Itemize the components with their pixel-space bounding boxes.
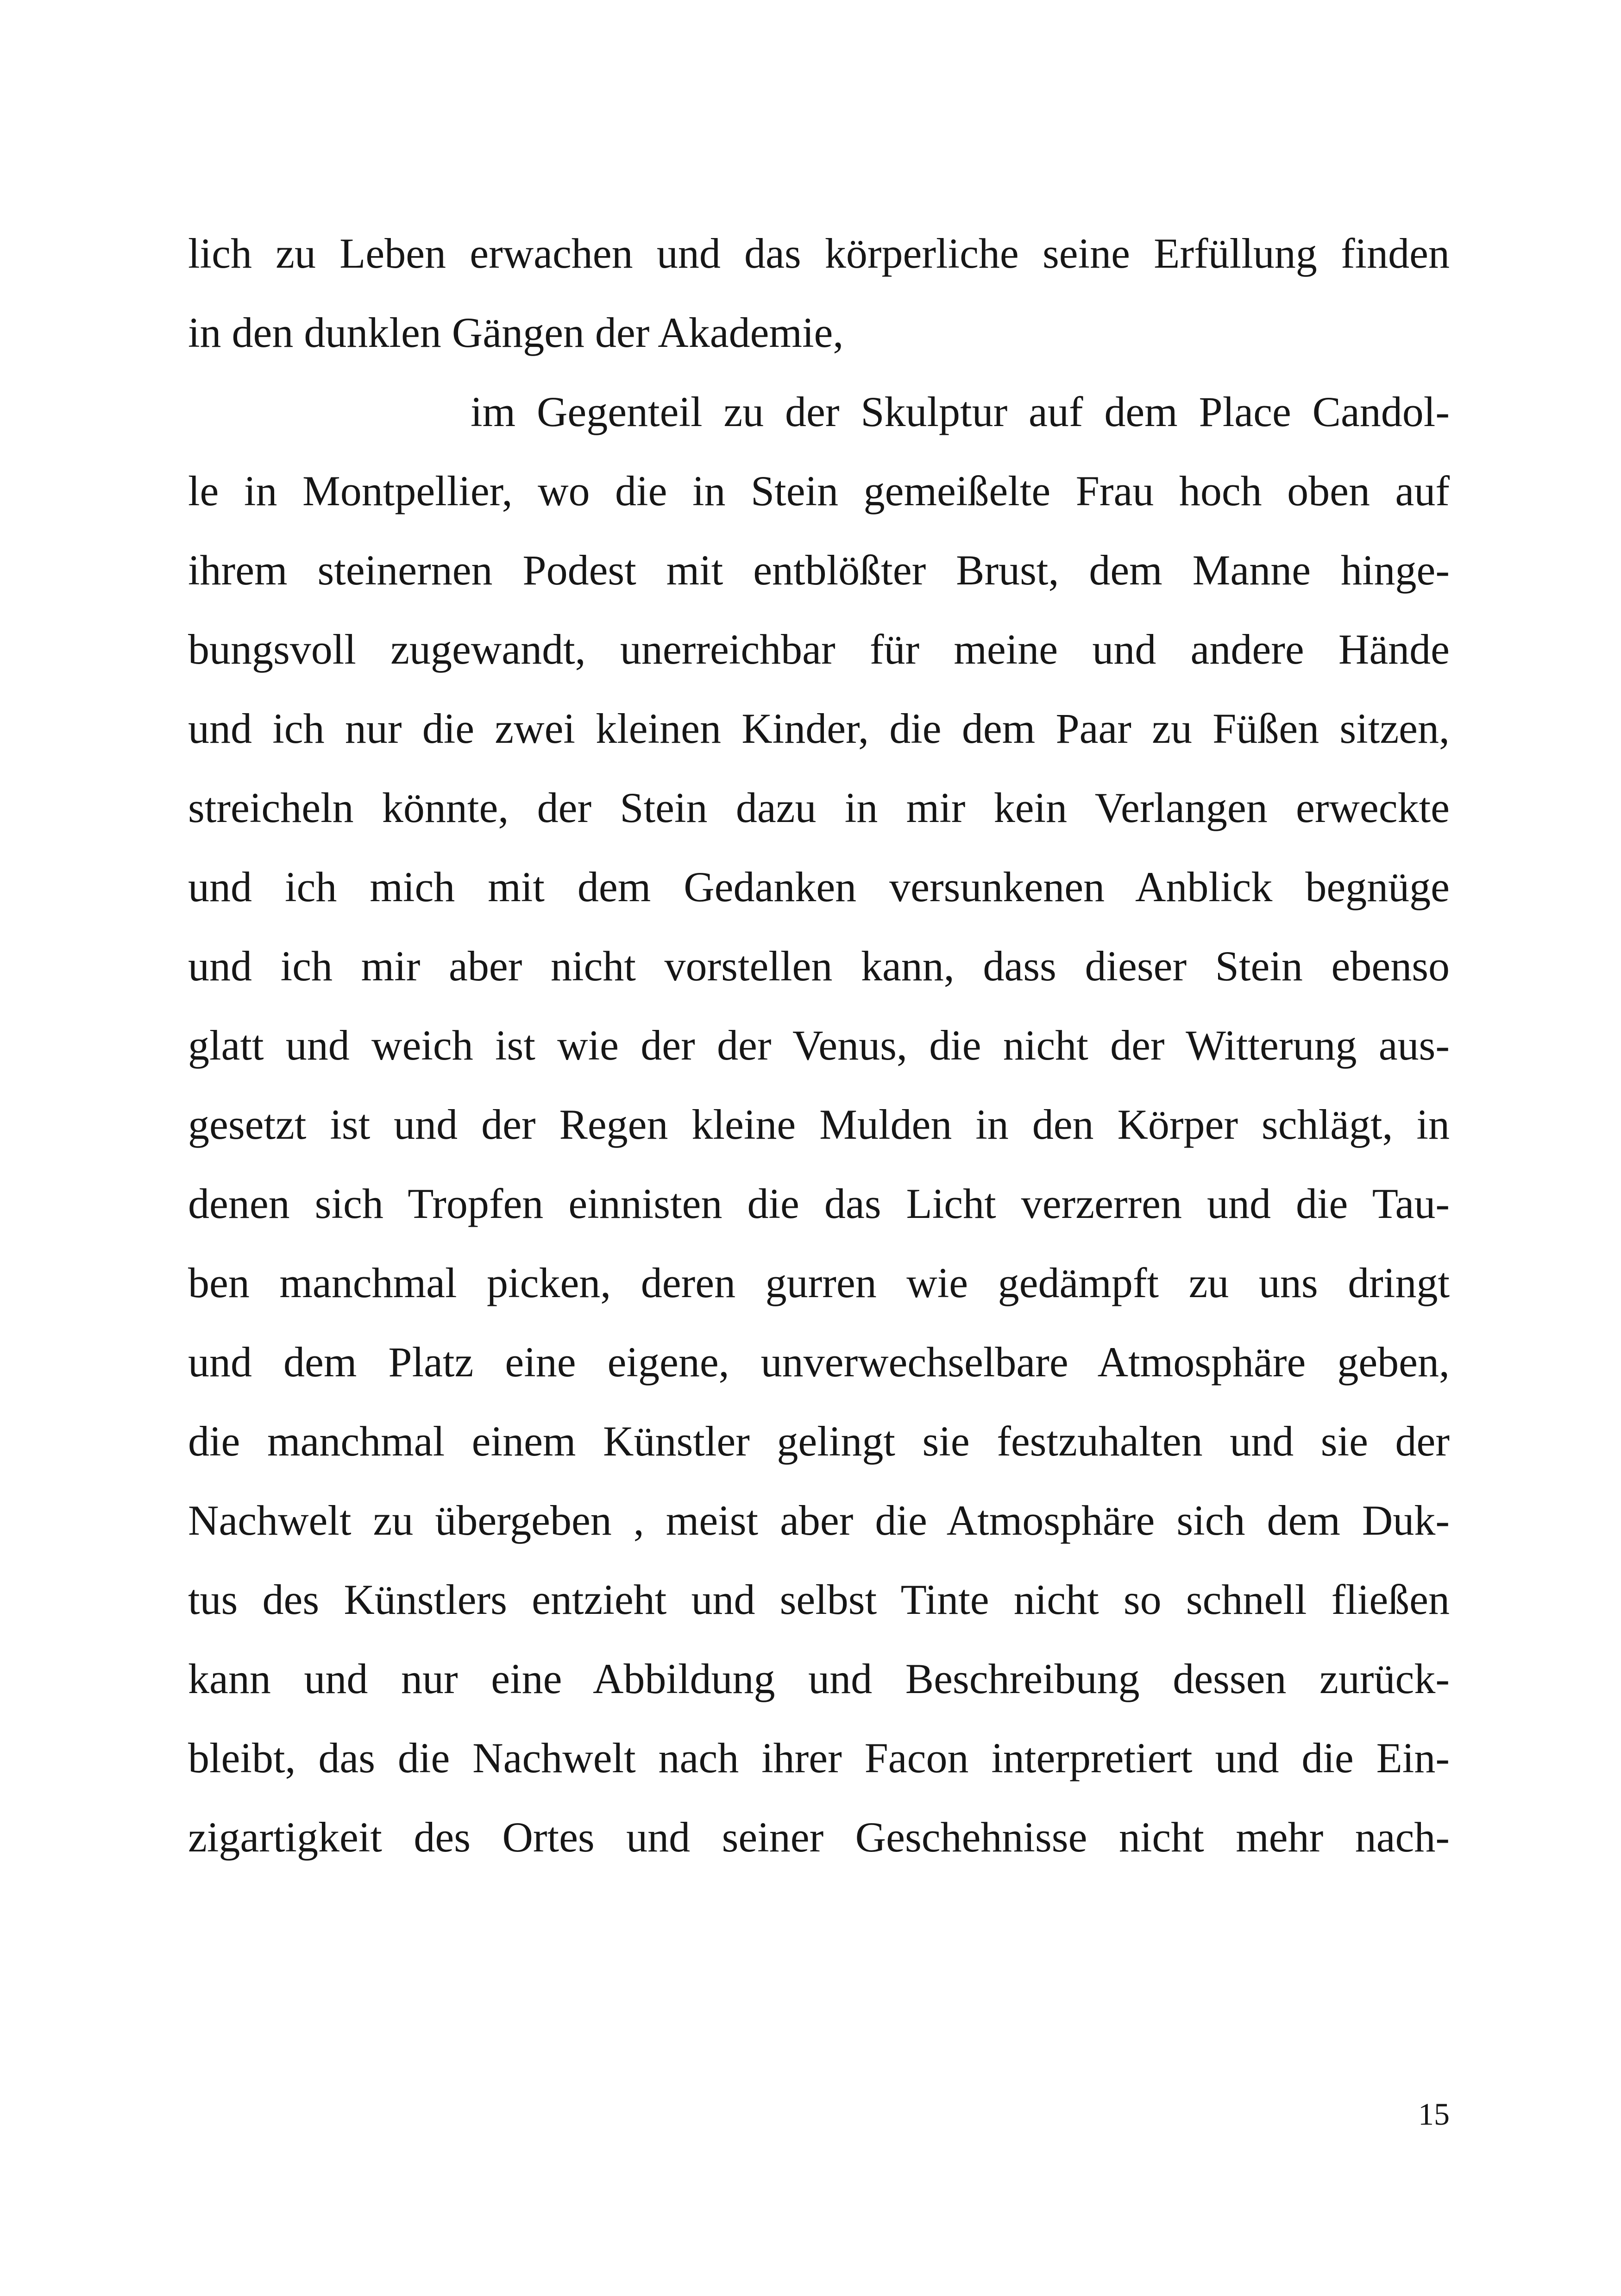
text-line: bleibt, das die Nachwelt nach ihrer Facon interpretiert und die Ein- <box>188 1734 1450 1782</box>
text-line: tus des Künstlers entzieht und selbst Tinte nicht so schnell fließen <box>188 1576 1450 1623</box>
text-line: und dem Platz eine eigene, unverwechselbare Atmosphäre geben, <box>188 1338 1450 1386</box>
text-line: und ich mir aber nicht vorstellen kann, dass dieser Stein ebenso <box>188 942 1450 990</box>
text-line: gesetzt ist und der Regen kleine Mulden in den Körper schlägt, in <box>188 1101 1450 1148</box>
text-line: denen sich Tropfen einnisten die das Licht verzerren und die Tau- <box>188 1180 1450 1227</box>
text-line: kann und nur eine Abbildung und Beschreibung dessen zurück- <box>188 1655 1450 1702</box>
text-line: in den dunklen Gängen der Akademie, <box>188 309 844 356</box>
text-line: le in Montpellier, wo die in Stein gemeißelte Frau hoch oben auf <box>188 467 1450 514</box>
text-line: die manchmal einem Künstler gelingt sie festzuhalten und sie der <box>188 1418 1450 1465</box>
text-line: streicheln könnte, der Stein dazu in mir kein Verlangen erweckte <box>188 784 1450 831</box>
text-line: glatt und weich ist wie der der Venus, die nicht der Witterung aus- <box>188 1022 1450 1069</box>
text-line: und ich nur die zwei kleinen Kinder, die dem Paar zu Füßen sitzen, <box>188 705 1450 752</box>
page-number: 15 <box>1418 2096 1450 2132</box>
text-line: und ich mich mit dem Gedanken versunkenen Anblick begnüge <box>188 863 1450 910</box>
text-line: lich zu Leben erwachen und das körperliche seine Erfüllung finden <box>188 230 1450 277</box>
text-line: Nachwelt zu übergeben , meist aber die Atmosphäre sich dem Duk- <box>188 1497 1450 1544</box>
body-text <box>188 214 1450 1877</box>
text-line: zigartigkeit des Ortes und seiner Geschehnisse nicht mehr nach- <box>188 1813 1450 1861</box>
text-line: bungsvoll zugewandt, unerreichbar für meine und andere Hände <box>188 626 1450 673</box>
text-line: ihrem steinernen Podest mit entblößter Brust, dem Manne hinge- <box>188 546 1450 594</box>
text-line: ben manchmal picken, deren gurren wie gedämpft zu uns dringt <box>188 1259 1450 1306</box>
text-line-indented: im Gegenteil zu der Skulptur auf dem Place Candol- <box>471 388 1450 435</box>
